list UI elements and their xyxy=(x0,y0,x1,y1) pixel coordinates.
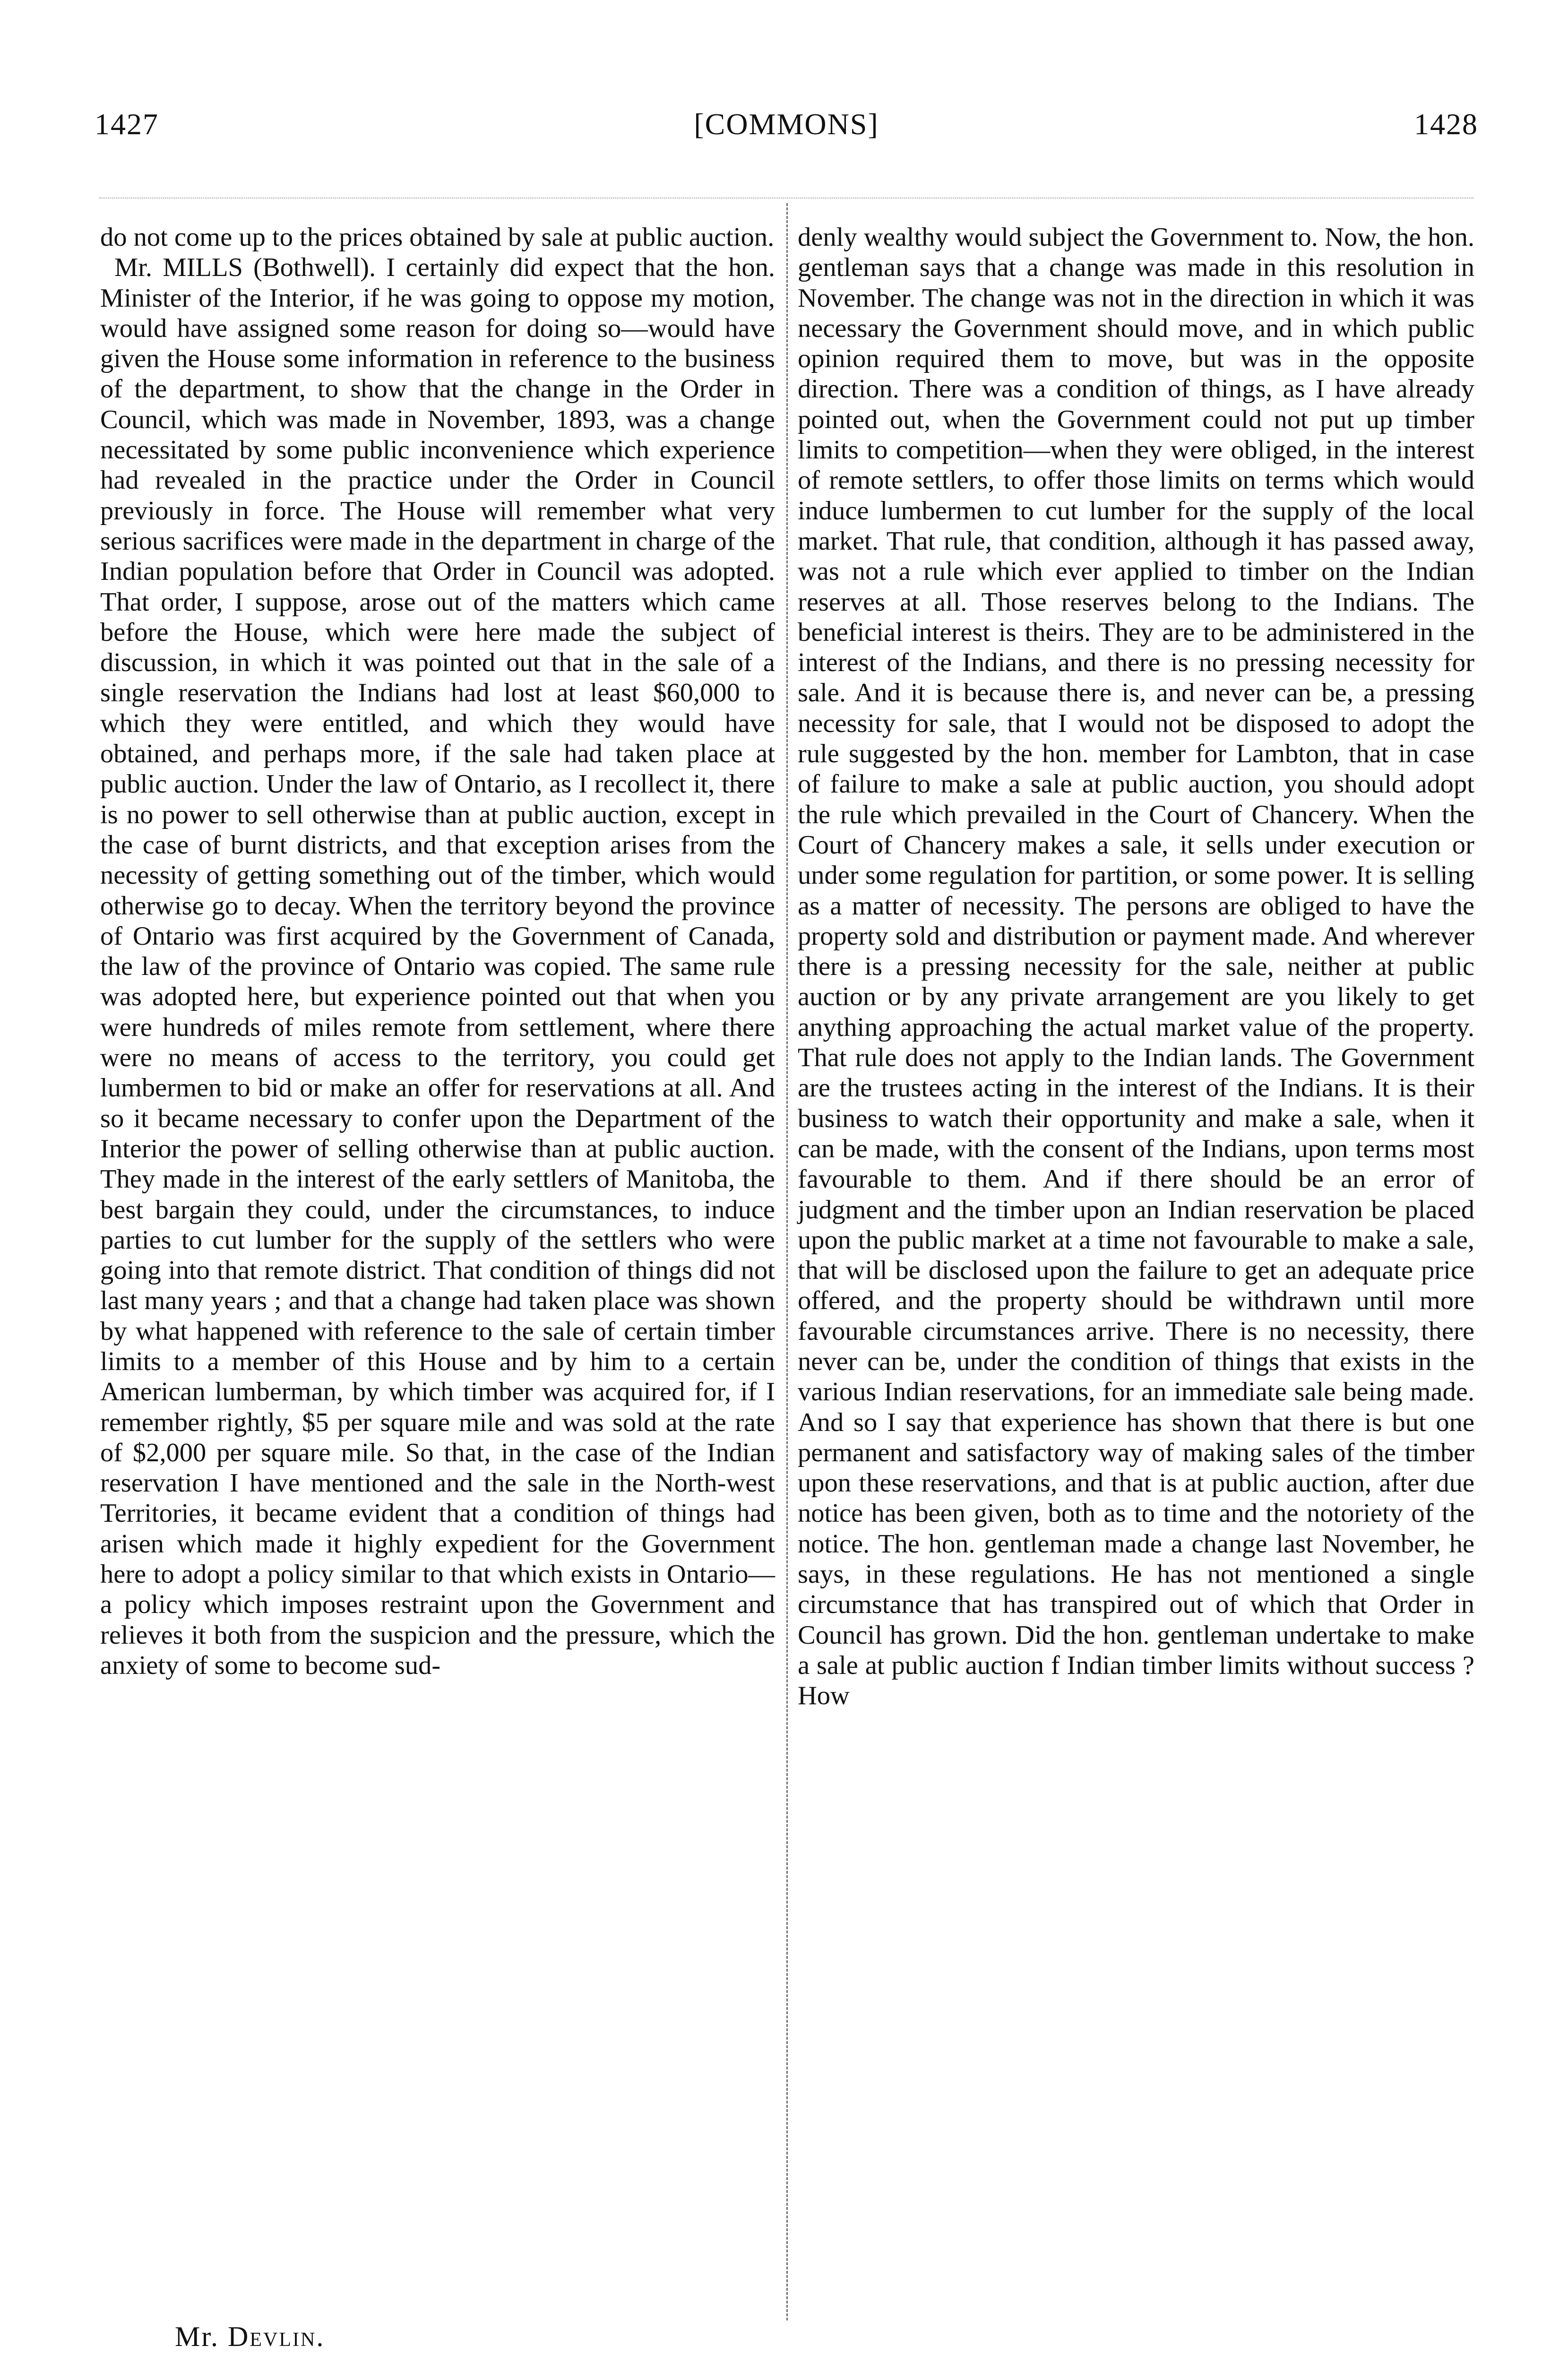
page-number-right: 1428 xyxy=(1414,107,1478,141)
journal-title: [COMMONS] xyxy=(694,107,879,141)
speaker-name: Devlin. xyxy=(228,2321,325,2352)
page-number-left: 1427 xyxy=(95,107,159,141)
right-paragraph-1: denly wealthy would subject the Government to. Now, the hon. gentleman says that a change was made in this resolution in November. The change was not in the direction in which it was necessary the Government should move, and in which public opinion required them to move, but was in the opposite direction. There was a condition of things, as I have already pointed out, when the Government could not put up timber limits to competition—when they were obliged, in the interest of remote settlers, to offer those limits on terms which would induce lumbermen to cut lumber for the supply of the local market. That rule, that condition, although it has passed away, was not a rule which ever applied to timber on the Indian reserves at all. Those reserves belong to the Indians. The beneficial interest is theirs. They are to be administered in the interest of the Indians, and there is no pressing necessity for sale. And it is because there is, and never can be, a pressing necessity for sale, that I would not be disposed to adopt the rule suggested by the hon. member for Lambton, that in case of failure to make a sale at public auction, you should adopt the rule which prevailed in the Court of Chancery. When the Court of Chancery makes a sale, it sells under execution or under some regulation for partition, or some power. It is selling as a matter of necessity. The persons are obliged to have the property sold and distribution or payment made. And wherever there is a pressing necessity for the sale, neither at public auction or by any private arrangement are you likely to get anything approaching the actual market value of the property. That rule does not apply to the Indian lands. The Government are the trustees acting in the interest of the Indians. It is their business to watch their opportunity and make a sale, when it can be made, with the consent of the Indians, upon terms most favourable to them. And if there should be an error of judgment and the timber upon an Indian reservation be placed upon the public market at a time not favourable to make a sale, that will be disclosed upon the failure to get an adequate price offered, and the property should be withdrawn until more favourable circumstances arrive. There is no necessity, there never can be, under the condition of things that exists in the various Indian reservations, for an immediate sale being made. And so I say that experience has shown that there is but one permanent and satisfactory way of making sales of the timber upon these reservations, and that is at public auction, after due notice has been given, both as to time and the notoriety of the notice. The hon. gentleman made a change last November, he says, in these regulations. He has not mentioned a single circumstance that has transpired out of which that Order in Council has grown. Did the hon. gentleman undertake to make a sale at public auction f Indian timber limits without success ? How xyxy=(798,223,1474,1711)
left-column xyxy=(100,222,775,1681)
speaker-prefix: Mr. xyxy=(175,2321,228,2352)
right-column xyxy=(798,222,1474,1711)
left-paragraph-2: Mr. MILLS (Bothwell). I certainly did expect that the hon. Minister of the Interior, if he was going to oppose my motion, would have assigned some reason for doing so—would have given the House some information in reference to the business of the department, to show that the change in the Order in Council, which was made in November, 1893, was a change necessitated by some public inconvenience which experience had revealed in the practice under the Order in Council previously in force. The House will remember what very serious sacrifices were made in the department in charge of the Indian population before that Order in Council was adopted. That order, I suppose, arose out of the matters which came before the House, which were here made the subject of discussion, in which it was pointed out that in the sale of a single reservation the Indians had lost at least $60,000 to which they were entitled, and which they would have obtained, and perhaps more, if the sale had taken place at public auction. Under the law of Ontario, as I recollect it, there is no power to sell otherwise than at public auction, except in the case of burnt districts, and that exception arises from the necessity of getting something out of the timber, which would otherwise go to decay. When the territory beyond the province of Ontario was first acquired by the Government of Canada, the law of the province of Ontario was copied. The same rule was adopted here, but experience pointed out that when you were hundreds of miles remote from settlement, where there were no means of access to the territory, you could get lumbermen to bid or make an offer for reservations at all. And so it became necessary to confer upon the Department of the Interior the power of selling otherwise than at public auction. They made in the interest of the early settlers of Manitoba, the best bargain they could, under the circumstances, to induce parties to cut lumber for the supply of the settlers who were going into that remote district. That condition of things did not last many years ; and that a change had taken place was shown by what happened with reference to the sale of certain timber limits to a member of this House and by him to a certain American lumberman, by which timber was acquired for, if I remember rightly, $5 per square mile and was sold at the rate of $2,000 per square mile. So that, in the case of the Indian reservation I have mentioned and the sale in the North-west Territories, it became evident that a condition of things had arisen which made it highly expedient for the Government here to adopt a policy similar to that which exists in Ontario—a policy which imposes restraint upon the Government and relieves it both from the suspicion and the pressure, which the anxiety of some to become sud- xyxy=(100,253,775,1680)
column-divider xyxy=(786,203,788,2320)
page-header xyxy=(95,107,1478,149)
speaker-footer xyxy=(175,2320,325,2353)
left-paragraph-1: do not come up to the prices obtained by sale at public auction. xyxy=(100,223,775,252)
